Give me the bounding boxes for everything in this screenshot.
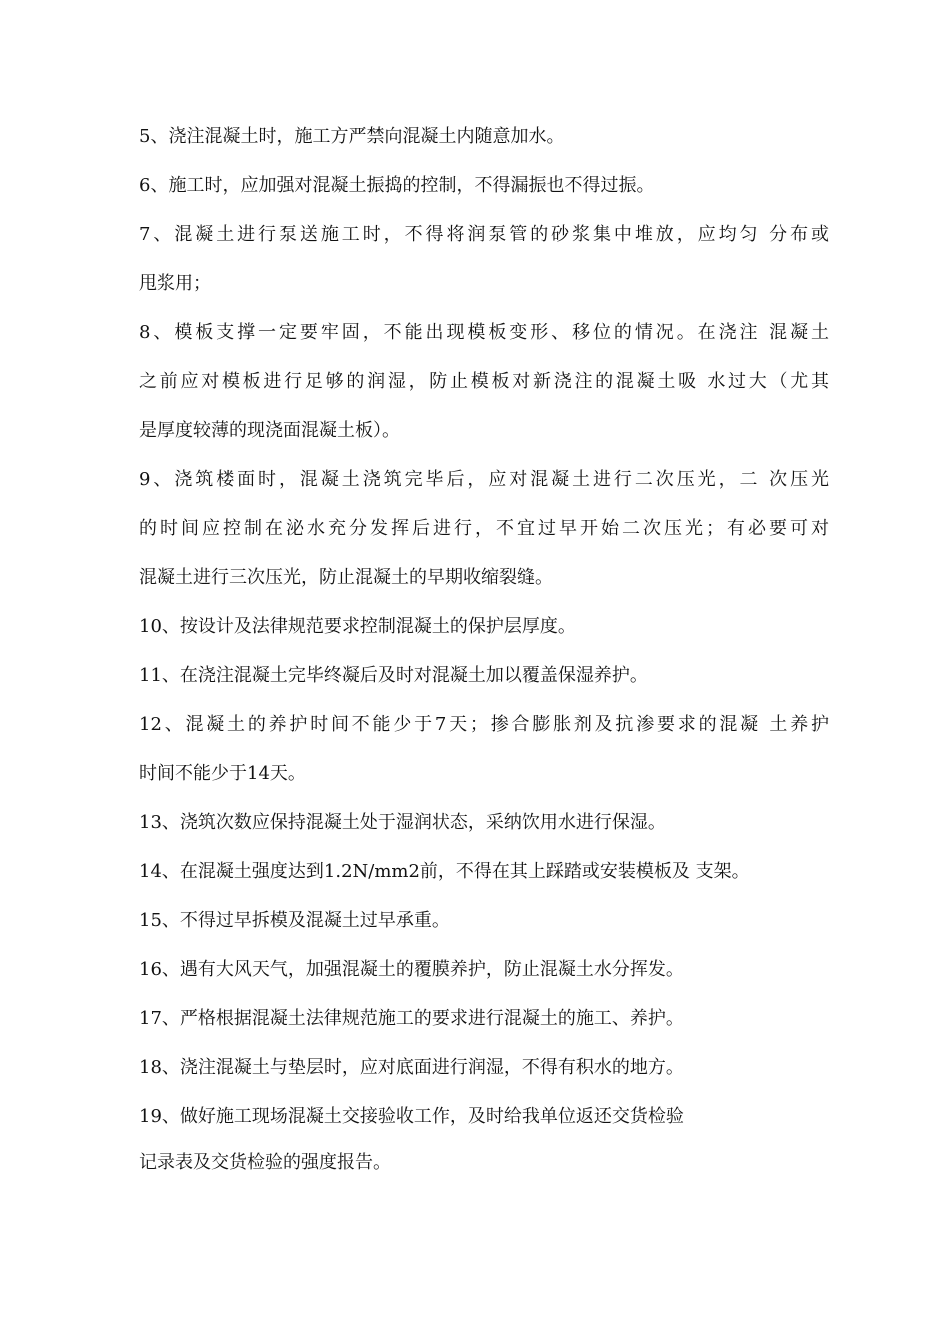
paragraph-line-19b: 记录表及交货检验的强度报告。 [139,1152,391,1173]
paragraph-line-12a: 12、混凝土的养护时间不能少于7天；掺合膨胀剂及抗渗要求的混凝 土养护 [139,714,829,735]
paragraph-line-8b: 之前应对模板进行足够的润湿，防止模板对新浇注的混凝土吸 水过大（尤其 [139,371,829,392]
paragraph-line-9b: 的时间应控制在泌水充分发挥后进行，不宜过早开始二次压光；有必要可对 [139,518,829,539]
paragraph-line-15: 15、不得过早拆模及混凝土过早承重。 [139,910,450,931]
paragraph-line-7b: 甩浆用； [139,273,211,294]
paragraph-line-8c: 是厚度较薄的现浇面混凝土板）。 [139,420,400,441]
document-body [139,112,829,1184]
paragraph-line-17: 17、严格根据混凝土法律规范施工的要求进行混凝土的施工、养护。 [139,1008,684,1029]
paragraph-line-11: 11、在浇注混凝土完毕终凝后及时对混凝土加以覆盖保湿养护。 [139,665,648,686]
paragraph-line-5: 5、浇注混凝土时，施工方严禁向混凝土内随意加水。 [139,126,565,147]
paragraph-line-8a: 8、模板支撑一定要牢固，不能出现模板变形、移位的情况。在浇注 混凝土 [139,322,829,343]
paragraph-line-13: 13、浇筑次数应保持混凝土处于湿润状态，采纳饮用水进行保湿。 [139,812,666,833]
paragraph-line-19a: 19、做好施工现场混凝土交接验收工作，及时给我单位返还交货检验 [139,1106,684,1127]
paragraph-line-16: 16、遇有大风天气，加强混凝土的覆膜养护，防止混凝土水分挥发。 [139,959,684,980]
paragraph-line-6: 6、施工时，应加强对混凝土振捣的控制，不得漏振也不得过振。 [139,175,655,196]
paragraph-line-9a: 9、浇筑楼面时，混凝土浇筑完毕后，应对混凝土进行二次压光，二 次压光 [139,469,829,490]
paragraph-line-7a: 7、混凝土进行泵送施工时，不得将润泵管的砂浆集中堆放，应均匀 分布或 [139,224,829,245]
paragraph-line-14: 14、在混凝土强度达到1.2N/mm2前，不得在其上踩踏或安装模板及 支架。 [139,861,750,882]
paragraph-line-10: 10、按设计及法律规范要求控制混凝土的保护层厚度。 [139,616,576,637]
paragraph-line-18: 18、浇注混凝土与垫层时，应对底面进行润湿，不得有积水的地方。 [139,1057,684,1078]
paragraph-line-12b: 时间不能少于14天。 [139,763,306,784]
paragraph-line-9c: 混凝土进行三次压光，防止混凝土的早期收缩裂缝。 [139,567,553,588]
